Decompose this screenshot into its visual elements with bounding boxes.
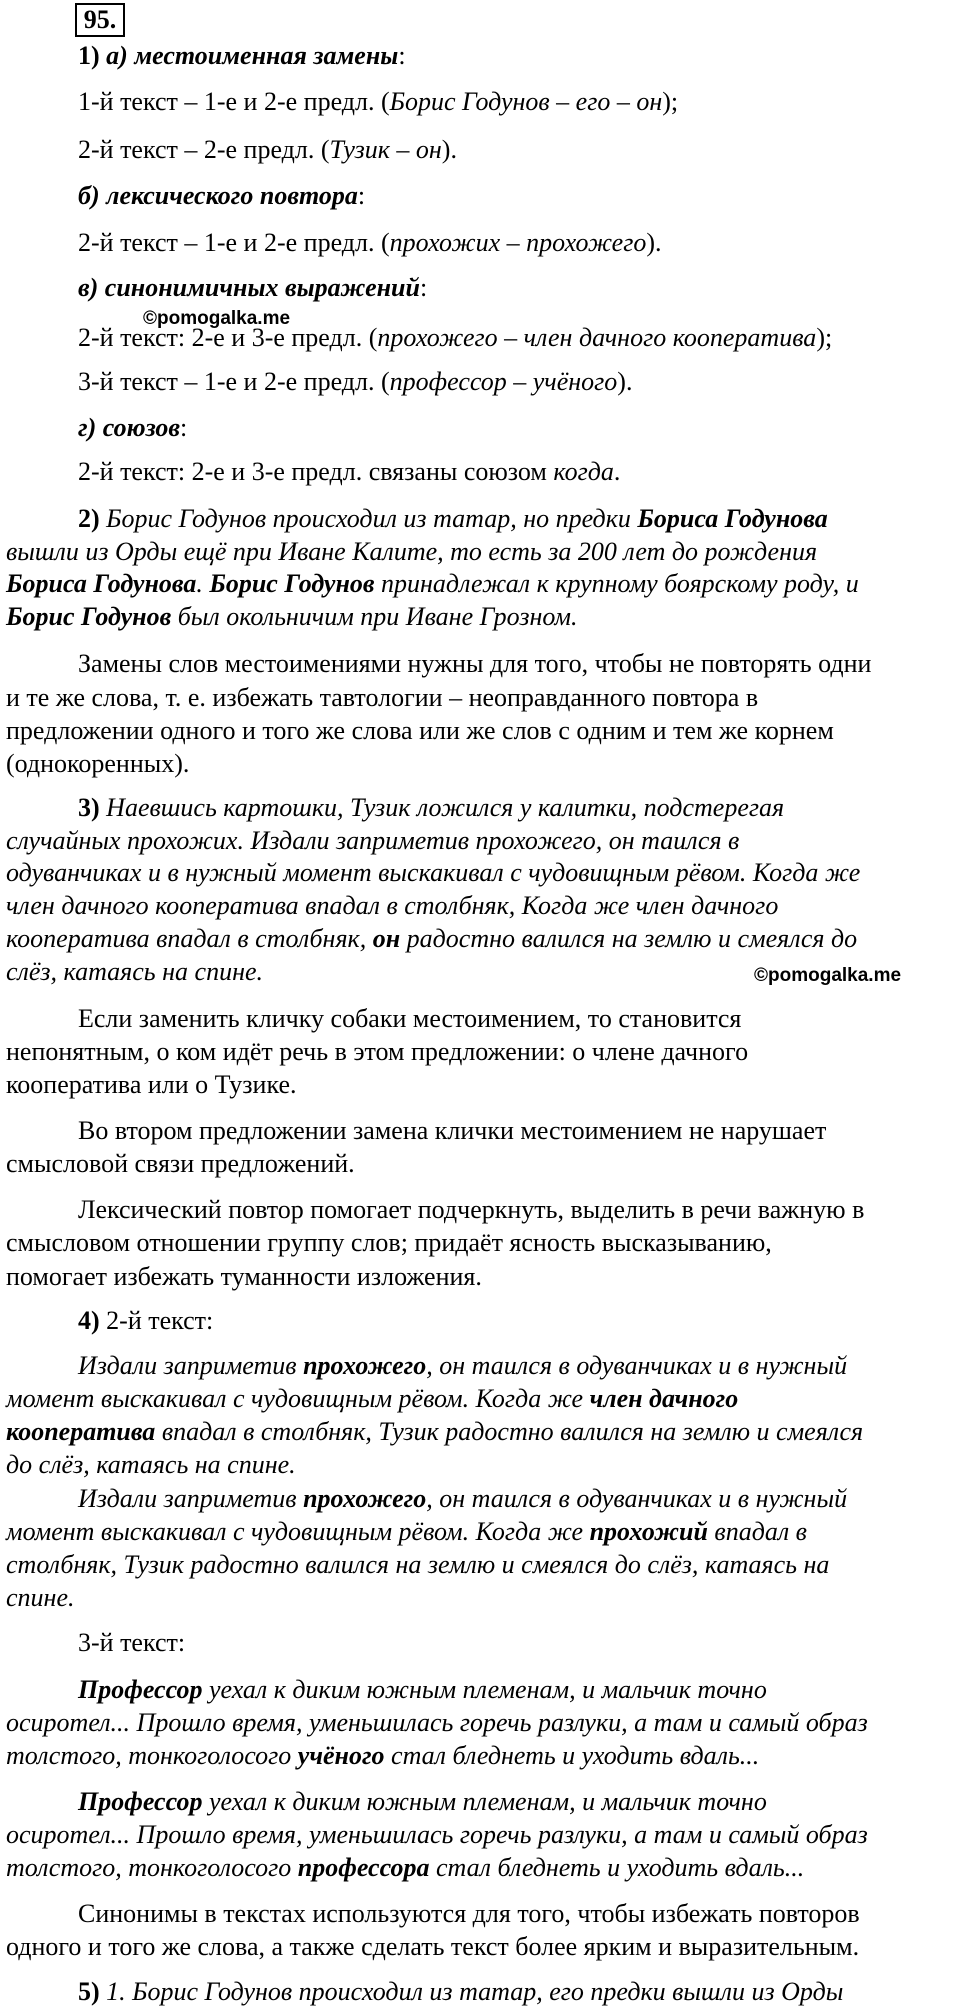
- text-line: [6, 1582, 956, 1614]
- text-run: стал бледнеть и уходить вдаль...: [429, 1853, 805, 1882]
- text-line: [78, 1627, 956, 1659]
- text-line: [6, 1449, 956, 1481]
- text-run: кооператива: [6, 1417, 156, 1446]
- text-run: слёз, катаясь на спине.: [6, 957, 264, 986]
- text-run: 2): [78, 504, 107, 533]
- text-run: Профессор: [78, 1675, 203, 1704]
- text-run: профессора: [297, 1853, 430, 1882]
- watermark: ©pomogalka.me: [754, 965, 902, 986]
- text-run: непонятным, о ком идёт речь в этом предложении: о члене дачного: [6, 1037, 749, 1066]
- text-run: прохожего: [303, 1484, 427, 1513]
- text-line: [6, 1516, 956, 1548]
- text-line: [78, 1115, 956, 1147]
- text-line: [78, 1976, 956, 2008]
- text-line: [78, 456, 956, 488]
- text-line: [6, 1740, 956, 1772]
- text-run: член дачного: [589, 1384, 739, 1413]
- text-run: 5): [78, 1977, 107, 2006]
- task-number-box: 95.: [75, 3, 125, 37]
- text-line: [6, 1036, 956, 1068]
- text-line: [6, 1549, 956, 1581]
- text-run: одного и того же слова, а также сделать текст более ярким и выразительным.: [6, 1932, 860, 1961]
- text-line: [6, 536, 956, 568]
- text-run: помогает избежать туманности изложения.: [6, 1262, 482, 1291]
- text-run: в) синонимичных выражений: [78, 273, 420, 302]
- text-run: 1): [78, 41, 107, 70]
- text-run: );: [816, 323, 833, 352]
- text-run: Бориса Годунова: [637, 504, 828, 533]
- text-line: [6, 715, 956, 747]
- text-line: [78, 1305, 956, 1337]
- text-run: а) местоименная замены: [106, 41, 399, 70]
- text-run: прохожего – член дачного кооператива: [377, 323, 817, 352]
- text-run: стал бледнеть и уходить вдаль...: [384, 1741, 760, 1770]
- text-run: прохожего: [303, 1351, 427, 1380]
- text-line: [78, 1350, 956, 1382]
- text-run: профессор – учёного: [389, 367, 618, 396]
- text-run: Если заменить кличку собаки местоимением, то становится: [78, 1004, 742, 1033]
- text-line: [6, 568, 956, 600]
- text-run: );: [662, 87, 679, 116]
- text-line: [78, 412, 956, 444]
- text-run: (однокоренных).: [6, 749, 190, 778]
- text-run: :: [180, 413, 188, 442]
- text-run: толстого, тонкоголосого: [6, 1741, 298, 1770]
- text-line: [6, 1931, 956, 1963]
- text-line: [6, 1227, 956, 1259]
- text-run: столбняк, Тузик радостно валился на землю и смеялся до слёз, катаясь на: [6, 1550, 830, 1579]
- text-run: впадал в столбняк, Тузик радостно валился на землю и смеялся: [155, 1417, 864, 1446]
- text-run: член дачного кооператива впадал в столбняк, Когда же член дачного: [6, 891, 779, 920]
- text-line: [6, 923, 956, 955]
- text-line: [6, 1261, 956, 1293]
- text-run: и те же слова, т. е. избежать тавтологии – неоправданного повтора в: [6, 683, 759, 712]
- text-line: [78, 322, 956, 354]
- text-run: ).: [617, 367, 633, 396]
- text-run: осиротел... Прошло время, уменьшилась горечь разлуки, а там и самый образ: [6, 1708, 868, 1737]
- text-line: [78, 503, 956, 535]
- text-line: [78, 40, 956, 72]
- text-line: [78, 648, 956, 680]
- text-run: Профессор: [78, 1787, 203, 1816]
- text-run: впадал в: [707, 1517, 807, 1546]
- text-run: толстого, тонкоголосого: [6, 1853, 298, 1882]
- text-run: момент выскакивал с чудовищным рёвом. Когда же: [6, 1517, 590, 1546]
- text-line: [6, 748, 956, 780]
- text-run: прохожий: [589, 1517, 708, 1546]
- text-run: одуванчиках и в нужный момент выскакивал с чудовищным рёвом. Когда же: [6, 858, 861, 887]
- text-line: [78, 792, 956, 824]
- text-line: [6, 857, 956, 889]
- text-run: спине.: [6, 1583, 75, 1612]
- text-run: :: [419, 273, 428, 302]
- text-run: 2-й текст: 2-е и 3-е предл. (: [78, 323, 378, 352]
- text-run: когда: [553, 457, 614, 486]
- watermark: ©pomogalka.me: [143, 308, 291, 329]
- text-run: Борис Годунов происходил из татар, но предки: [106, 504, 638, 533]
- text-run: вышли из Орды ещё при Иване Калите, то есть за 200 лет до рождения: [6, 537, 818, 566]
- text-run: предложении одного и того же слова или же слов с одним и тем же корнем: [6, 716, 834, 745]
- text-run: Лексический повтор помогает подчеркнуть, выделить в речи важную в: [78, 1195, 865, 1224]
- text-run: 2-й текст – 2-е предл. (: [78, 135, 330, 164]
- text-run: 3-й текст – 1-е и 2-е предл. (: [78, 367, 390, 396]
- text-line: [6, 1819, 956, 1851]
- text-line: [78, 227, 956, 259]
- text-run: Бориса Годунова: [6, 569, 197, 598]
- text-run: :: [398, 41, 406, 70]
- text-line: [6, 1069, 956, 1101]
- text-run: , он таился в одуванчиках и в нужный: [426, 1351, 848, 1380]
- text-run: Издали заприметив: [78, 1484, 304, 1513]
- text-run: 2-й текст – 1-е и 2-е предл. (: [78, 228, 390, 257]
- text-run: принадлежал к крупному боярскому роду, и: [374, 569, 859, 598]
- text-line: [6, 825, 956, 857]
- text-run: Замены слов местоимениями нужны для того, чтобы не повторять одни: [78, 649, 872, 678]
- text-line: [78, 1898, 956, 1930]
- text-line: [78, 134, 956, 166]
- text-run: радостно валился на землю и смеялся до: [400, 924, 858, 953]
- text-run: уехал к диким южным племенам, и мальчик точно: [202, 1787, 767, 1816]
- text-line: [78, 366, 956, 398]
- text-run: Наевшись картошки, Тузик ложился у калитки, подстерегая: [106, 793, 785, 822]
- text-run: 3-й текст:: [78, 1628, 186, 1657]
- text-line: [6, 1707, 956, 1739]
- text-line: [78, 1786, 956, 1818]
- text-run: .: [196, 569, 210, 598]
- text-line: [78, 272, 956, 304]
- text-run: кооператива или о Тузике.: [6, 1070, 297, 1099]
- text-run: был окольничим при Иване Грозном.: [171, 602, 578, 631]
- text-run: :: [357, 181, 366, 210]
- text-run: 4): [78, 1306, 107, 1335]
- text-line: [78, 1674, 956, 1706]
- text-line: [78, 1194, 956, 1226]
- text-run: б) лексического повтора: [78, 181, 358, 210]
- text-run: ).: [646, 228, 662, 257]
- text-run: учёного: [297, 1741, 385, 1770]
- text-line: [6, 601, 956, 633]
- text-run: 3): [78, 793, 107, 822]
- text-line: [78, 86, 956, 118]
- text-run: Тузик – он: [329, 135, 442, 164]
- text-run: случайных прохожих. Издали заприметив прохожего, он таился в: [6, 826, 740, 855]
- text-run: смысловой связи предложений.: [6, 1149, 355, 1178]
- text-run: осиротел... Прошло время, уменьшилась горечь разлуки, а там и самый образ: [6, 1820, 868, 1849]
- text-run: смысловом отношении группу слов; придаёт ясность высказыванию,: [6, 1228, 772, 1257]
- text-run: 1. Борис Годунов происходил из татар, его предки вышли из Орды: [106, 1977, 844, 2006]
- text-run: момент выскакивал с чудовищным рёвом. Когда же: [6, 1384, 590, 1413]
- text-run: Борис Годунов: [6, 602, 172, 631]
- text-line: [78, 180, 956, 212]
- text-run: кооператива впадал в столбняк,: [6, 924, 373, 953]
- text-run: уехал к диким южным племенам, и мальчик точно: [202, 1675, 767, 1704]
- text-run: до слёз, катаясь на спине.: [6, 1450, 296, 1479]
- text-run: Синонимы в текстах используются для того, чтобы избежать повторов: [78, 1899, 860, 1928]
- text-run: 2-й текст: 2-е и 3-е предл. связаны союзом: [78, 457, 554, 486]
- text-run: он: [372, 924, 401, 953]
- text-line: [78, 1483, 956, 1515]
- text-line: [6, 1383, 956, 1415]
- text-line: [6, 1148, 956, 1180]
- text-run: Во втором предложении замена клички местоимением не нарушает: [78, 1116, 827, 1145]
- text-run: 1-й текст – 1-е и 2-е предл. (: [78, 87, 390, 116]
- text-line: [6, 1852, 956, 1884]
- text-run: Борис Годунов – его – он: [389, 87, 663, 116]
- text-line: [6, 682, 956, 714]
- text-run: , он таился в одуванчиках и в нужный: [426, 1484, 848, 1513]
- text-run: прохожих – прохожего: [389, 228, 647, 257]
- text-line: [6, 890, 956, 922]
- text-line: [78, 1003, 956, 1035]
- text-run: Борис Годунов: [209, 569, 375, 598]
- text-line: [6, 1416, 956, 1448]
- text-run: ).: [441, 135, 457, 164]
- text-run: г) союзов: [78, 413, 181, 442]
- text-run: .: [613, 457, 621, 486]
- text-run: 2-й текст:: [106, 1306, 214, 1335]
- text-run: Издали заприметив: [78, 1351, 304, 1380]
